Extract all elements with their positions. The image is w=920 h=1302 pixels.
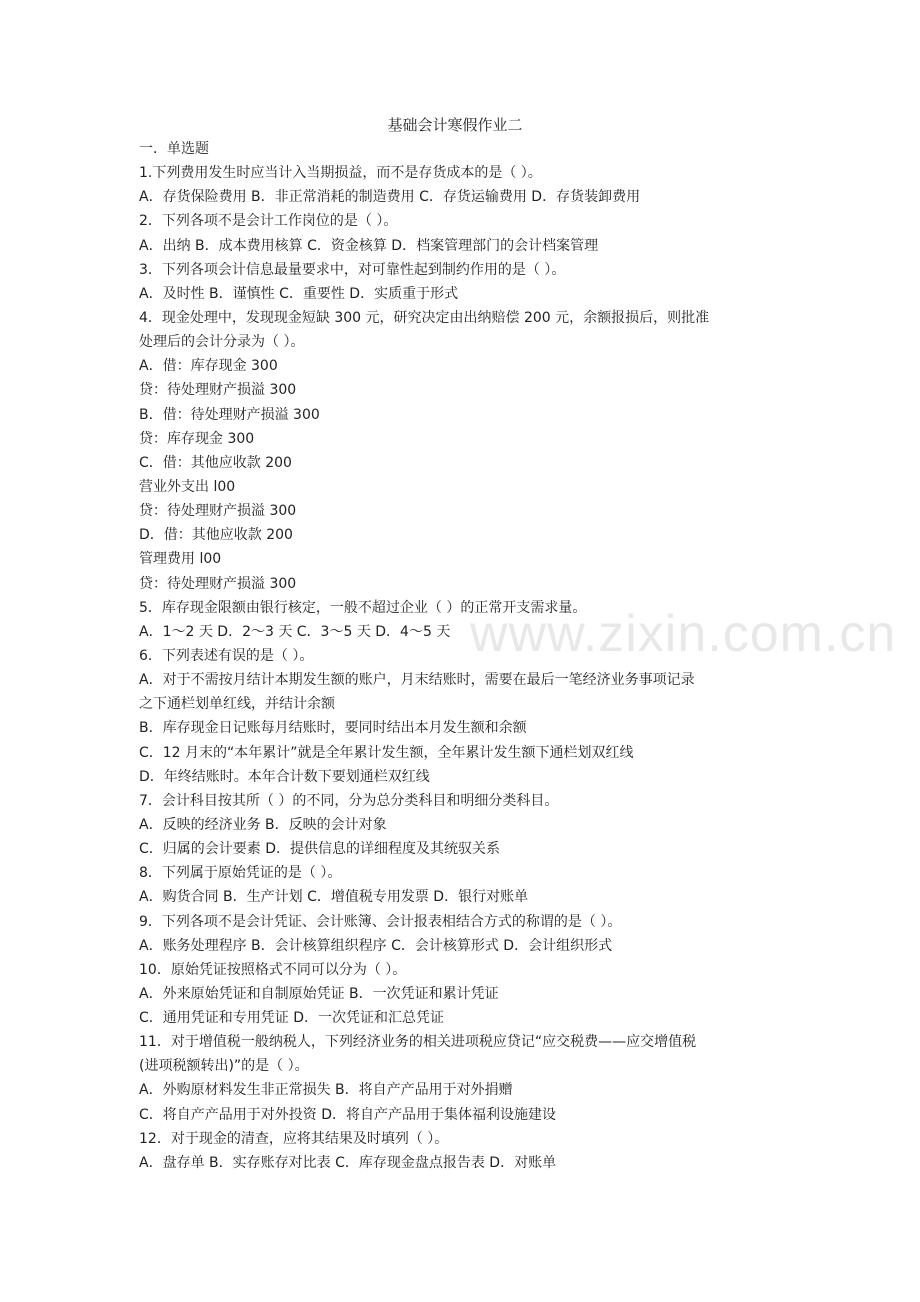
- text-line: B．借：待处理财产损溢 300: [139, 406, 320, 423]
- text-line: 管理费用 l00: [139, 551, 222, 568]
- text-line: C．归属的会计要素 D．提供信息的详细程度及其统驭关系: [139, 841, 501, 858]
- text-line: 贷：待处理财产损溢 300: [139, 575, 297, 592]
- text-line: C．将自产产品用于对外投资 D．将自产产品用于集体福利设施建设: [139, 1106, 557, 1123]
- text-line: 营业外支出 l00: [139, 478, 236, 495]
- text-line: A．盘存单 B．实存账存对比表 C．库存现金盘点报告表 D．对账单: [139, 1154, 557, 1171]
- text-line: 3．下列各项会计信息最量要求中，对可靠性起到制约作用的是（ ）。: [139, 261, 566, 278]
- text-line: C．通用凭证和专用凭证 D．一次凭证和汇总凭证: [139, 1010, 445, 1027]
- text-line: D．借：其他应收款 200: [139, 527, 293, 544]
- text-line: 处理后的会计分录为（ ）。: [139, 334, 305, 351]
- text-line: B．库存现金日记账每月结账时，要同时结出本月发生额和余额: [139, 720, 527, 737]
- text-line: A．购货合同 B．生产计划 C．增值税专用发票 D．银行对账单: [139, 889, 529, 906]
- text-line: A．对于不需按月结计本期发生额的账户，月末结账时，需要在最后一笔经济业务事项记录: [139, 672, 695, 689]
- text-line: 贷：库存现金 300: [139, 430, 255, 447]
- text-line: A．及时性 B．谨慎性 C．重要性 D．实质重于形式: [139, 285, 459, 302]
- text-line: 一．单选题: [139, 141, 209, 157]
- text-line: 10．原始凭证按照格式不同可以分为（ ）。: [139, 961, 407, 978]
- text-line: 12．对于现金的清查，应将其结果及时填列（ ）。: [139, 1130, 449, 1147]
- text-line: 7．会计科目按其所（ ）的不同，分为总分类科目和明细分类科目。: [139, 792, 559, 809]
- text-line: A．1～2 天 D．2～3 天 C．3～5 天 D．4～5 天: [139, 623, 451, 640]
- text-line: 8．下列属于原始凭证的是（ ）。: [139, 865, 342, 882]
- text-line: A．出纳 B．成本费用核算 C．资金核算 D．档案管理部门的会计档案管理: [139, 237, 599, 254]
- text-line: A．账务处理程序 B．会计核算组织程序 C．会计核算形式 D．会计组织形式: [139, 937, 613, 954]
- question-list: [139, 137, 789, 1175]
- text-line: 5．库存现金限额由银行核定，一般不超过企业（ ）的正常开支需求量。: [139, 599, 587, 616]
- text-line: 11．对于增值税一般纳税人，下列经济业务的相关进项税应贷记“应交税费——应交增值税: [139, 1034, 697, 1051]
- text-line: D．年终结账时。本年合计数下要划通栏双红线: [139, 768, 430, 785]
- text-line: A．反映的经济业务 B．反映的会计对象: [139, 816, 387, 833]
- text-line: 1.下列费用发生时应当计入当期损益，而不是存货成本的是（ ）。: [139, 165, 542, 182]
- document-title: 基础会计寒假作业二: [387, 116, 523, 134]
- text-line: A．外购原材料发生非正常损失 B．将自产产品用于对外捐赠: [139, 1082, 513, 1099]
- text-line: C．12 月末的“本年累计”就是全年累计发生额，全年累计发生额下通栏划双红线: [139, 744, 634, 761]
- text-line: A．外来原始凭证和自制原始凭证 B．一次凭证和累计凭证: [139, 985, 499, 1002]
- text-line: 贷：待处理财产损溢 300: [139, 503, 297, 520]
- text-line: (进项税额转出)”的是（ ）。: [139, 1058, 309, 1075]
- text-line: 之下通栏划单红线，并结计余额: [139, 696, 335, 713]
- text-line: A．存货保险费用 B．非正常消耗的制造费用 C．存货运输费用 D．存货装卸费用: [139, 189, 641, 206]
- text-line: 6．下列表述有误的是（ ）。: [139, 647, 314, 664]
- text-line: C．借：其他应收款 200: [139, 454, 292, 471]
- text-line: 9．下列各项不是会计凭证、会计账簿、会计报表相结合方式的称谓的是（ ）。: [139, 913, 622, 930]
- text-line: 4．现金处理中，发现现金短缺 300 元，研究决定由出纳赔偿 200 元，余额报损后，则批准: [139, 309, 710, 326]
- text-line: 贷：待处理财产损溢 300: [139, 382, 297, 399]
- text-line: 2．下列各项不是会计工作岗位的是（ ）。: [139, 213, 398, 230]
- text-line: A．借：库存现金 300: [139, 358, 278, 375]
- watermark: www.zixin.com.cn: [470, 605, 897, 663]
